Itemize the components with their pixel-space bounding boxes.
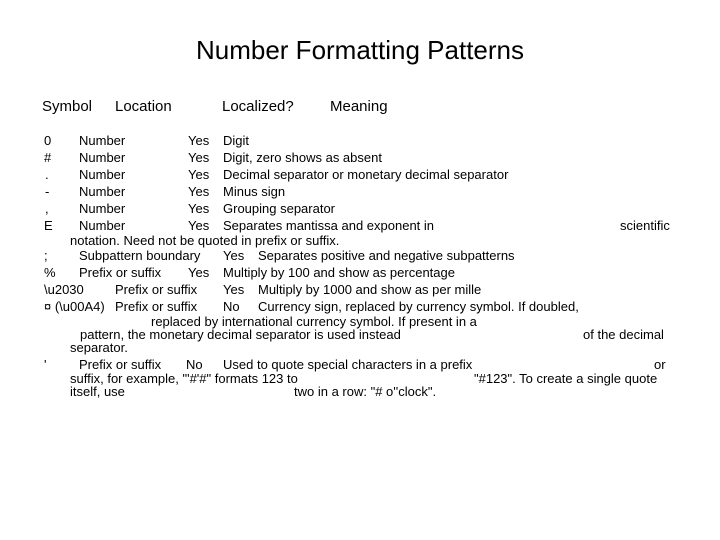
row-localized: Yes: [188, 201, 210, 216]
row-symbol: ,: [45, 201, 49, 216]
row-symbol: ': [44, 357, 47, 372]
row-location: Prefix or suffix: [115, 282, 198, 297]
row-symbol: %: [44, 265, 56, 280]
row-meaning-continuation: two in a row: "# o''clock".: [294, 384, 437, 399]
row-symbol: -: [45, 184, 50, 199]
row-location: Number: [79, 150, 126, 165]
row-symbol: .: [45, 167, 49, 182]
row-location: Prefix or suffix: [115, 299, 198, 314]
row-location: Subpattern boundary: [79, 248, 201, 263]
row-meaning-continuation: suffix, for example, "'#'#" formats 123 to: [70, 371, 298, 386]
row-location: Prefix or suffix: [79, 265, 162, 280]
row-meaning-continuation: separator.: [70, 340, 128, 355]
header-localized: Localized?: [222, 98, 294, 115]
row-meaning: Currency sign, replaced by currency symbol. If doubled,: [258, 299, 579, 314]
row-meaning: Minus sign: [223, 184, 286, 199]
row-localized: No: [223, 299, 240, 314]
row-location: Number: [79, 184, 126, 199]
page-title: Number Formatting Patterns: [195, 35, 524, 65]
row-meaning-continuation: notation. Need not be quoted in prefix or suffix.: [70, 233, 340, 248]
row-symbol: #: [44, 150, 52, 165]
header-location: Location: [115, 98, 172, 115]
row-localized: Yes: [188, 184, 210, 199]
row-localized: Yes: [223, 282, 245, 297]
row-meaning: Grouping separator: [223, 201, 336, 216]
row-meaning-continuation: itself, use: [70, 384, 125, 399]
row-meaning-continuation: "#123". To create a single quote: [474, 371, 658, 386]
row-meaning: Decimal separator or monetary decimal separator: [223, 167, 509, 182]
row-localized: No: [186, 357, 203, 372]
row-meaning: Multiply by 1000 and show as per mille: [258, 282, 482, 297]
row-symbol: \u2030: [44, 282, 84, 297]
row-meaning-continuation: pattern, the monetary decimal separator is used instead: [80, 327, 401, 342]
row-meaning-word: or: [654, 357, 666, 372]
row-meaning-word: scientific: [620, 218, 670, 233]
row-localized: Yes: [188, 150, 210, 165]
row-meaning: Multiply by 100 and show as percentage: [223, 265, 455, 280]
header-meaning: Meaning: [330, 98, 388, 115]
row-location: Number: [79, 167, 126, 182]
row-meaning: Separates positive and negative subpatterns: [258, 248, 515, 263]
row-localized: Yes: [188, 167, 210, 182]
row-meaning-continuation: replaced by international currency symbol. If present in a: [151, 314, 477, 329]
row-meaning: Separates mantissa and exponent in: [223, 218, 435, 233]
row-localized: Yes: [223, 248, 245, 263]
row-localized: Yes: [188, 265, 210, 280]
row-symbol: ¤ (\u00A4): [44, 299, 105, 314]
row-symbol: ;: [44, 248, 48, 263]
header-symbol: Symbol: [42, 98, 93, 115]
row-location: Number: [79, 218, 126, 233]
row-location: Prefix or suffix: [79, 357, 162, 372]
row-location: Number: [79, 201, 126, 216]
row-symbol: E: [44, 218, 53, 233]
row-localized: Yes: [188, 133, 210, 148]
row-meaning-continuation: of the decimal: [583, 327, 664, 342]
row-meaning: Digit: [223, 133, 250, 148]
row-symbol: 0: [44, 133, 52, 148]
row-meaning: Used to quote special characters in a prefix: [223, 357, 473, 372]
row-location: Number: [79, 133, 126, 148]
row-localized: Yes: [188, 218, 210, 233]
row-meaning: Digit, zero shows as absent: [223, 150, 382, 165]
